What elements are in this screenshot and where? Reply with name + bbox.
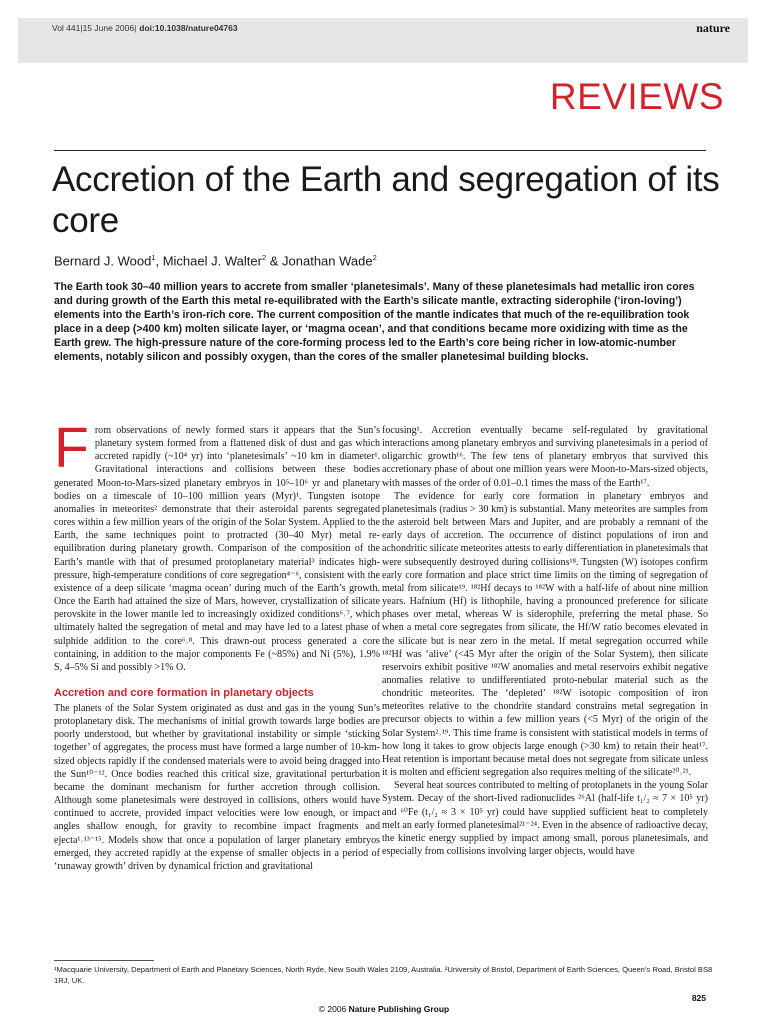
- publisher-name: Nature Publishing Group: [348, 1004, 450, 1014]
- author-affiliation: 2: [372, 253, 377, 262]
- footnote-divider: [54, 960, 154, 961]
- body-paragraph: focusing¹. Accretion eventually became self-regulated by gravitational interactions among planetary embryos and surviving planetesimals in a period of oligarchic growth¹⁶. The few tens of planetary embryos that survived this accretionary phase of about one million years were Moon-to-Mars-sized objects, with masses of the order of 0.01–0.1 times the mass of the Earth¹⁷.: [382, 425, 708, 489]
- section-heading: Accretion and core formation in planetary objects: [54, 686, 314, 699]
- article-title: Accretion of the Earth and segregation of its core: [52, 160, 720, 240]
- body-paragraph: [54, 416, 380, 674]
- author-affiliation: 1: [151, 253, 156, 262]
- author-separator: &: [266, 253, 283, 269]
- page-number: 825: [691, 993, 706, 1003]
- author-affiliation: 2: [261, 253, 267, 262]
- paragraph-text: rom observations of newly formed stars it appears that the Sun’s planetary system formed from a flattened disk of dust and gas which accreted rapidly (~10⁴ yr) into ‘planetesimals’ ~10 km in diameter¹. Gravitational interactions and collisions between these bodies generated Moon-to-Mars-sized planetary embryos in 10⁵–10⁶ yr and planetary bodies on a timescale of 10–100 million years (Myr)¹. Tungsten isotope anomalies in meteorites² demonstrate that their asteroidal parents segregated cores within a few million years of the origin of the Solar System. Applied to the Earth, the same techniques point to protracted (30–40 Myr) metal re-equilibration during planetary growth. Comparison of the composition of the Earth’s mantle with that of presumed protoplanetary material³ indicates high-pressure, high-temperature conditions of core segregation⁴⁻⁶, consistent with the existence of a deep silicate ‘magma ocean’ during much of the Earth’s growth. Once the Earth had attained the size of Mars, however, crystallization of silicate perovskite in the lower mantle led to increasingly oxidized conditions⁶˒⁷, which ultimately halted the segregation of metal and may have led to a latest phase of sulphide addition to the core⁶˒⁸. This drawn-out process generated a core containing, in addition to the major components Fe (~85%) and Ni (5%), 1.9% S, 4–5% Si and possibly >1% O.: [54, 425, 380, 673]
- section-label: REVIEWS: [549, 76, 724, 117]
- title-divider: [54, 150, 706, 151]
- doi-text: doi:10.1038/nature04763: [139, 23, 238, 33]
- author-list: [54, 253, 377, 268]
- journal-name: nature: [696, 21, 730, 35]
- drop-cap: F: [54, 416, 89, 480]
- author-name: Bernard J. Wood: [54, 253, 152, 269]
- volume-info: Vol 441|15 June 2006|: [52, 23, 137, 33]
- author-name: Jonathan Wade: [282, 253, 373, 269]
- body-paragraph: The planets of the Solar System originated as dust and gas in the young Sun’s protoplanetary disk. The mechanisms of initial growth towards large bodies are poorly understood, but whether by gravitational instability or simple ‘sticking together’ of aggregates, the process must have formed a large number of 10-km-sized objects rapidly if the condensed materials were to avoid being dragged into the Sun¹⁰⁻¹². Once bodies reached this critical size, gravitational perturbation became the dominant mechanism for further accretion through collision. Although some planetesimals were destroyed in collisions, others would have continued to accrete, provided impact velocities were low enough, or impact angles shallow enough, for gravity to recombine impact fragments and ejecta¹˒¹³⁻¹⁵. Models show that once a population of larger planetary embryos emerged, they accreted rapidly at the expense of smaller objects in a period of ‘runaway growth’ driven by dynamical friction and gravitational: [54, 702, 380, 872]
- body-column-left: [54, 416, 380, 873]
- abstract: The Earth took 30–40 million years to accrete from smaller ‘planetesimals’. Many of these planetesimals had metallic iron cores and during growth of the Earth this metal re-equilibrated with the Earth’s silicate mantle, extracting siderophile (‘iron-loving’) elements into the Earth’s iron-rich core. The current composition of the mantle indicates that much of the re-equilibration took place in a deep (>400 km) molten silicate layer, or ‘magma ocean’, and that conditions became more oxidizing with time as the Earth grew. The high-pressure nature of the core-forming process led to the Earth’s core being richer in low-atomic-number elements, notably silicon and possibly oxygen, than the cores of the smaller planetesimal building blocks.: [54, 281, 695, 364]
- body-paragraph: The evidence for early core formation in planetary embryos and planetesimals (radius > 30 km) is substantial. Many meteorites are samples from the asteroid belt between Mars and Jupiter, and are probably a remnant of the early days of accretion. The occurrence of distinct populations of iron and achondritic silicate meteorites attests to early differentiation in planetesimals that were subsequently destroyed during collisions¹⁸. Tungsten (W) isotopes confirm early core formation and place strict time limits on the timing of segregation of metal from silicate¹⁹. ¹⁸²Hf decays to ¹⁸²W with a half-life of about nine million years. Hafnium (Hf) is lithophile, having a pronounced preference for silicate phases over metal, whereas W is siderophile, preferring the metal phase. So when a metal core segregates from silicate, the Hf/W ratio becomes elevated in the silicate but is near zero in the metal. If metal segregation occurred while ¹⁸²Hf was ‘alive’ (<45 Myr after the origin of the Solar System), then silicate reservoirs exhibit positive ¹⁸²W anomalies and metal reservoirs exhibit negative anomalies relative to undifferentiated proto-nebular material such as the chondritic meteorites. The ‘depleted’ ¹⁸²W isotopic composition of iron meteorites relative to the chondrite standard constrains metal segregation in precursor objects to within a few million years (<5 Myr) of the origin of the Solar System²˒¹⁹. This time frame is consistent with statistical models in terms of how long it takes to grow objects large enough (>30 km) to retain their heat¹⁷. Heat retention is important because metal does not segregate from silicate unless it is molten and efficient segregation also requires melting of the silicate²⁰˒²¹.: [382, 490, 708, 779]
- author-name: Michael J. Walter: [162, 253, 262, 269]
- citation-line: [52, 23, 238, 33]
- journal-header-bar: [18, 18, 748, 63]
- copyright-year: © 2006: [318, 1004, 347, 1014]
- copyright-line: [0, 1004, 768, 1014]
- author-separator: ,: [155, 253, 163, 269]
- body-column-right: [382, 424, 708, 858]
- affiliations-footnote: ¹Macquarie University, Department of Earth and Planetary Sciences, North Ryde, New South Wales 2109, Australia. ²University of Bristol, Department of Earth Sciences, Queen’s Road, Bristol BS8 1RJ, UK.: [54, 965, 713, 985]
- body-paragraph: Several heat sources contributed to melting of protoplanets in the young Solar System. Decay of the short-lived radionuclides ²⁶Al (half-life t₁/₂ ≈ 7 × 10⁵ yr) and ⁶⁰Fe (t₁/₂ ≈ 3 × 10⁵ yr) could have supplied sufficient heat to completely melt an early formed planetesimal²¹⁻²⁴. Even in the absence of radioactive decay, the kinetic energy supplied by impact among small, porous planetesimals, and especially from collisions involving larger objects, would have: [382, 780, 708, 857]
